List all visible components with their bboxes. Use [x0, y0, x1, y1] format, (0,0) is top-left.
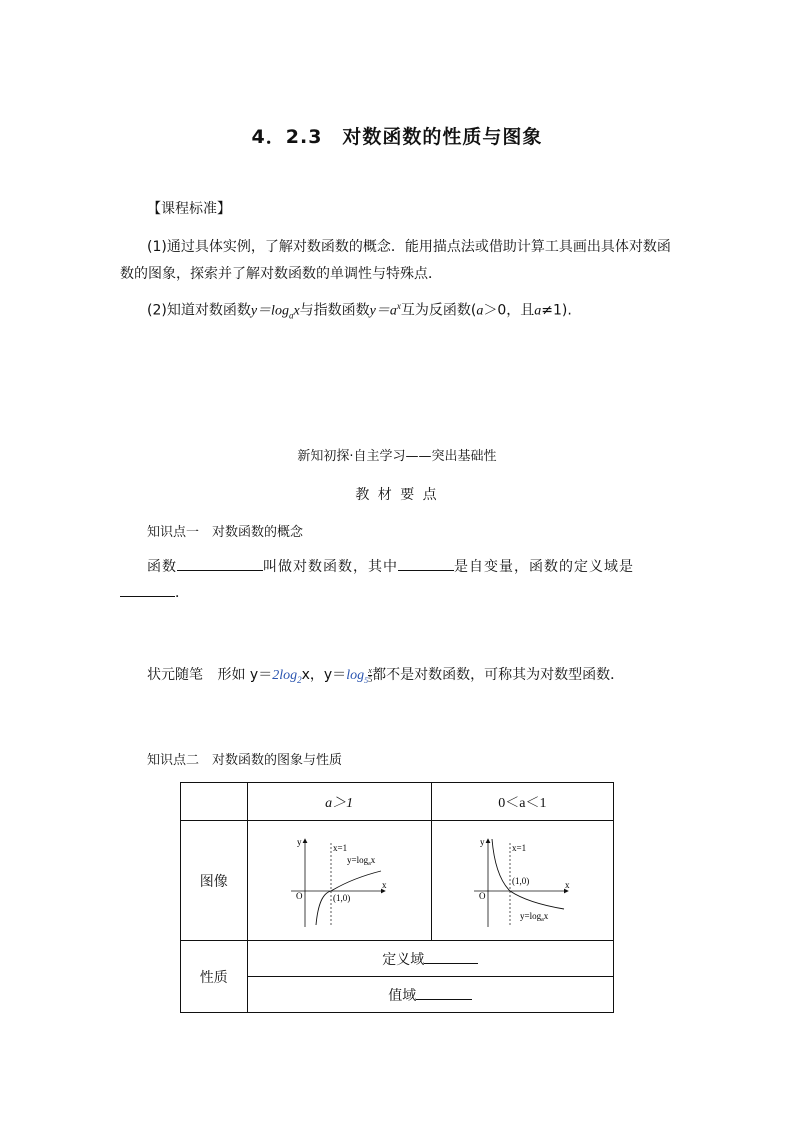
- origin-label: O: [296, 890, 303, 901]
- blank-function: [177, 556, 263, 571]
- x-label: x: [382, 879, 387, 890]
- section-subheading: 教 材 要 点: [355, 487, 439, 503]
- log-graph-decreasing: [472, 833, 572, 929]
- row-label-image: 图像: [181, 821, 248, 941]
- log-curve: [492, 839, 564, 909]
- blank-domain: [120, 582, 175, 597]
- y-label: y: [480, 836, 485, 847]
- course-standard-heading: 【课程标准】: [147, 201, 231, 217]
- knowledge-point-1-line: 函数 叫做对数函数，其中 是自变量，函数的定义域是: [147, 556, 677, 577]
- tip-note: 状元随笔 形如 $y=2\log_2x$，$y=\log_5$ $\frac{x}{5}$ 都不是对数函数，可称其为对数型函数．: [147, 665, 625, 685]
- standard-item-1: (1)通过具体实例，了解对数函数的概念．能用描点法或借助计算工具画出具体对数函数的图象，探索并了解对数函数的单调性与特殊点．: [120, 239, 671, 282]
- fraction: $\frac{x}{5}$: [368, 665, 373, 684]
- blank-domain-table: [424, 949, 478, 964]
- header-a-gt-1: a＞1: [247, 783, 431, 821]
- table-corner-cell: [181, 783, 248, 821]
- curve-label: $y=\log_ax$: [347, 854, 376, 867]
- origin-label: O: [479, 890, 486, 901]
- blank-variable: [398, 556, 454, 571]
- domain-cell: 定义域: [247, 941, 613, 977]
- blank-range-table: [416, 985, 472, 1000]
- knowledge-point-1-heading: 知识点一 对数函数的概念: [147, 525, 304, 540]
- x-label: x: [565, 879, 570, 890]
- graph-cell-a-between: [431, 821, 613, 941]
- point-label: (1,0): [333, 892, 351, 903]
- section-heading: 新知初探·自主学习——突出基础性: [297, 449, 497, 464]
- standard-item-2: (2)知道对数函数$y=\log_ax$与指数函数$y=a^x$互为反函数(a＞0，且a≠1).: [147, 301, 572, 321]
- log-graph-increasing: [289, 833, 389, 929]
- line-label: x=1: [333, 842, 348, 853]
- point-label: (1,0): [512, 875, 530, 886]
- range-cell: 值域: [247, 977, 613, 1013]
- row-label-properties: 性质: [181, 941, 248, 1013]
- curve-label: $y=\log_ax$: [520, 910, 549, 923]
- y-label: y: [297, 836, 302, 847]
- page-title: 4．2.3 对数函数的性质与图象: [251, 126, 543, 148]
- knowledge-point-1-line-2: ．: [120, 582, 189, 603]
- knowledge-point-2-heading: 知识点二 对数函数的图象与性质: [147, 753, 343, 768]
- header-a-between: 0＜a＜1: [431, 783, 613, 821]
- properties-table: [180, 782, 614, 1013]
- graph-cell-a-gt-1: [247, 821, 431, 941]
- line-label: x=1: [512, 842, 527, 853]
